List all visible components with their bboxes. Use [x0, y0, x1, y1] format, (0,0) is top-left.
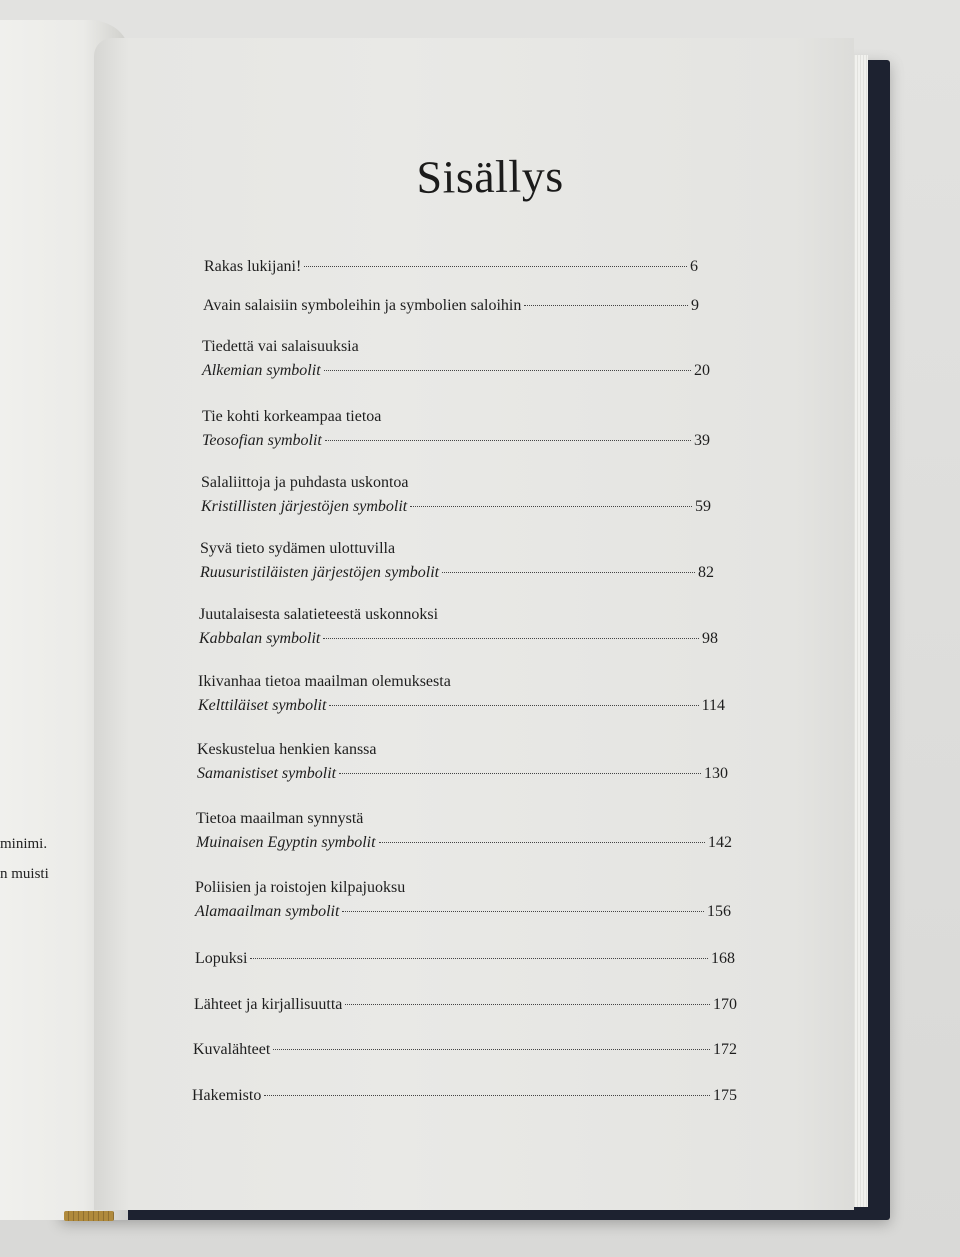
toc-entry-heading: Samanistiset symbolit: [197, 765, 337, 782]
leader-dots: [329, 705, 698, 706]
toc-entry: [192, 1087, 737, 1125]
toc-entry-page: 175: [713, 1087, 737, 1104]
toc-entry-page: 82: [698, 564, 714, 581]
toc-entry-heading: Kelttiläiset symbolit: [198, 697, 327, 714]
toc-entry-heading: Ruusuristiläisten järjestöjen symbolit: [200, 564, 440, 581]
toc-entry: [202, 338, 710, 386]
toc-entry-page: 6: [690, 258, 698, 275]
toc-entry-page: 170: [713, 996, 737, 1013]
toc-entry-page: 156: [707, 903, 731, 920]
leader-dots: [324, 370, 691, 371]
toc-entry-heading: Rakas lukijani!: [204, 258, 302, 275]
toc-entry-heading: Hakemisto: [192, 1087, 262, 1104]
left-page-text-line: minimi.: [0, 836, 48, 852]
toc-entry-chapter: Tiedettä vai salaisuuksia: [202, 338, 359, 355]
toc-entry-chapter: Syvä tieto sydämen ulottuvilla: [200, 540, 396, 557]
toc-entry: [202, 408, 710, 456]
toc-entry-chapter: Tie kohti korkeampaa tietoa: [202, 408, 382, 425]
toc-entry-heading: Alamaailman symbolit: [195, 903, 340, 920]
toc-entry-page: 59: [695, 498, 711, 515]
toc-entry: [203, 297, 699, 335]
headband-decoration: [64, 1211, 114, 1221]
leader-dots: [273, 1049, 710, 1050]
toc-entry-page: 39: [694, 432, 710, 449]
toc-entry-chapter: Keskustelua henkien kanssa: [197, 741, 377, 758]
toc-entry-page: 9: [691, 297, 699, 314]
toc-entry: [196, 810, 732, 858]
leader-dots: [339, 773, 701, 774]
toc-entry-chapter: Juutalaisesta salatieteestä uskonnoksi: [199, 606, 439, 623]
toc-entry-page: 114: [701, 697, 725, 714]
toc-entry-heading: Lopuksi: [195, 950, 248, 967]
toc-entry-page: 130: [704, 765, 728, 782]
leader-dots: [264, 1095, 710, 1096]
leader-dots: [342, 911, 704, 912]
toc-entry: [198, 673, 725, 721]
toc-entry: [199, 606, 718, 654]
toc-entry-page: 168: [711, 950, 735, 967]
toc-entry-heading: Teosofian symbolit: [202, 432, 322, 449]
leader-dots: [442, 572, 695, 573]
leader-dots: [325, 440, 691, 441]
toc-entry-page: 98: [702, 630, 718, 647]
leader-dots: [379, 842, 705, 843]
toc-entry-heading: Alkemian symbolit: [202, 362, 321, 379]
toc-entry: [194, 996, 737, 1034]
leader-dots: [345, 1004, 710, 1005]
left-page-text-line: n muisti: [0, 866, 49, 882]
toc-entry-heading: Avain salaisiin symboleihin ja symbolien saloihin: [203, 297, 522, 314]
leader-dots: [410, 506, 692, 507]
toc-entry: [195, 950, 735, 988]
toc-entry: [195, 879, 731, 927]
toc-entry-chapter: Ikivanhaa tietoa maailman olemuksesta: [198, 673, 451, 690]
toc-entry-page: 20: [694, 362, 710, 379]
leader-dots: [250, 958, 708, 959]
leader-dots: [304, 266, 687, 267]
toc-entry-heading: Lähteet ja kirjallisuutta: [194, 996, 343, 1013]
toc-entry: [197, 741, 728, 789]
toc-entry-heading: Kabbalan symbolit: [199, 630, 321, 647]
leader-dots: [323, 638, 699, 639]
toc-entry-page: 142: [708, 834, 732, 851]
toc-entry-chapter: Salaliittoja ja puhdasta uskontoa: [201, 474, 409, 491]
toc-entry: [204, 258, 698, 296]
toc-entry-page: 172: [713, 1041, 737, 1058]
toc-title: Sisällys: [416, 150, 564, 203]
toc-entry-chapter: Tietoa maailman synnystä: [196, 810, 364, 827]
toc-entry-heading: Kuvalähteet: [193, 1041, 271, 1058]
toc-entry: [201, 474, 711, 522]
toc-entry: [200, 540, 714, 588]
toc-entry-heading: Muinaisen Egyptin symbolit: [196, 834, 376, 851]
leader-dots: [524, 305, 688, 306]
toc-entry-chapter: Poliisien ja roistojen kilpajuoksu: [195, 879, 406, 896]
toc-entry: [193, 1041, 737, 1079]
toc-entry-heading: Kristillisten järjestöjen symbolit: [201, 498, 408, 515]
